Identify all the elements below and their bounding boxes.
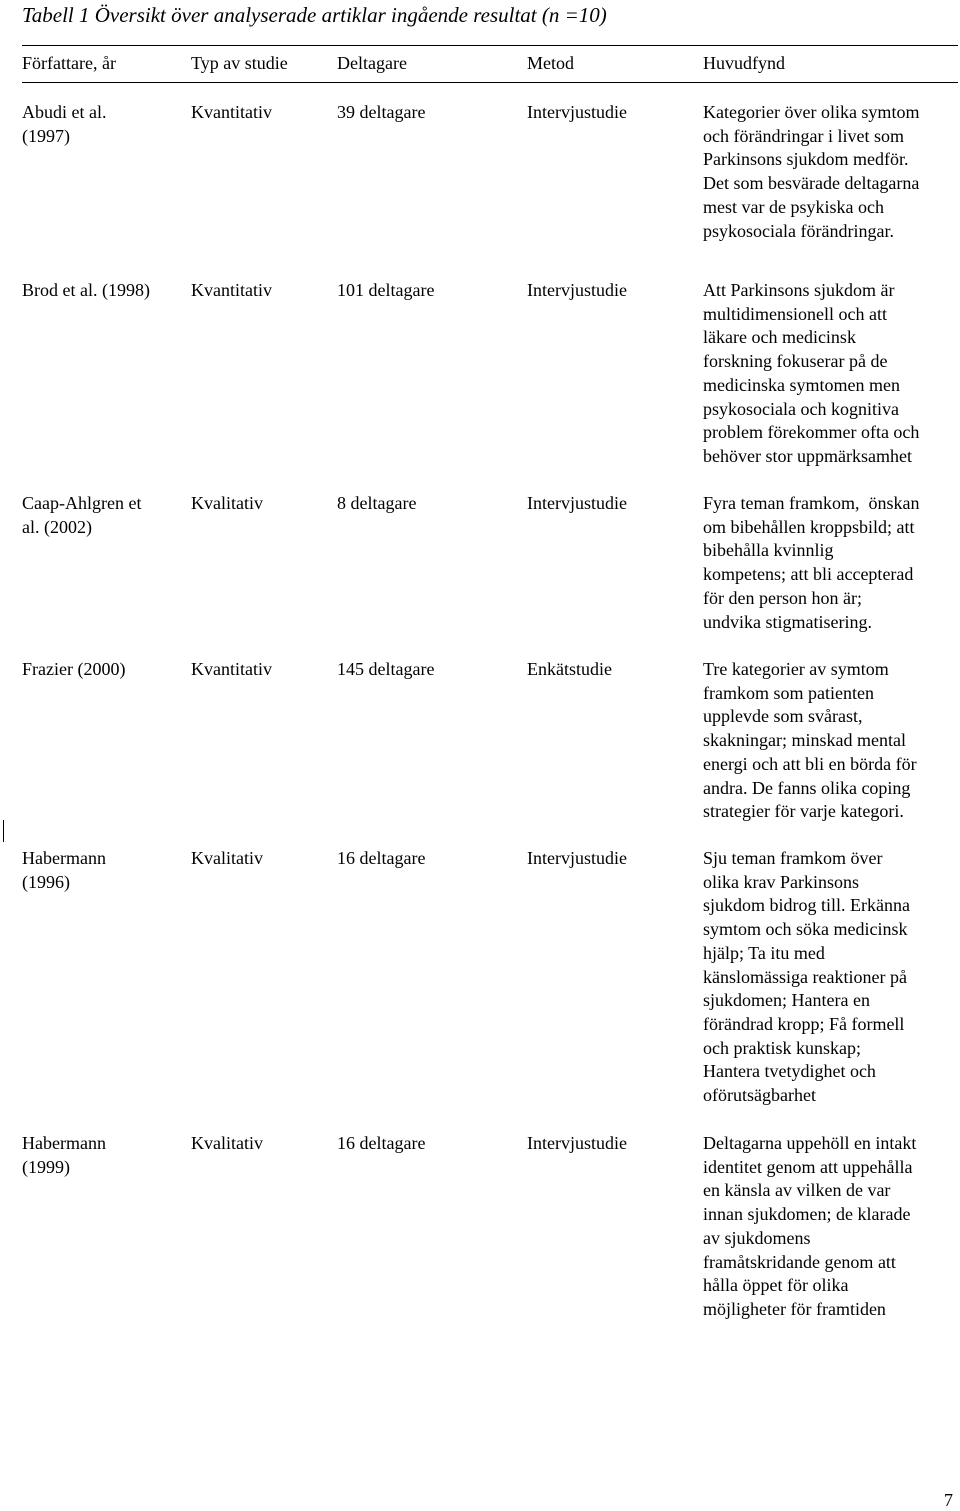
page-number: 7 <box>944 1490 953 1510</box>
findings-line: Det som besvärade deltagarna <box>703 173 920 194</box>
author-line: Habermann <box>22 848 106 868</box>
findings-cell <box>703 1132 958 1322</box>
findings-line: upplevde som svårast, <box>703 706 863 727</box>
findings-line: förändrad kropp; Få formell <box>703 1013 905 1034</box>
findings-line: möjligheter för framtiden <box>703 1298 886 1319</box>
author-cell <box>22 847 182 894</box>
study-type-cell: Kvantitativ <box>191 659 272 679</box>
findings-cell <box>703 101 958 243</box>
findings-line: problem förekommer ofta och <box>703 422 920 443</box>
author-line: al. (2002) <box>22 516 92 537</box>
findings-line: mest var de psykiska och <box>703 196 884 217</box>
revision-margin-bar <box>3 820 4 842</box>
findings-line: sjukdomen; Hantera en <box>703 990 870 1011</box>
author-cell <box>22 101 182 148</box>
table-header-rule <box>22 82 958 83</box>
findings-line: Parkinsons sjukdom medför. <box>703 149 909 170</box>
findings-line: hålla öppet för olika <box>703 1275 849 1296</box>
findings-line: framåtskridande genom att <box>703 1251 896 1272</box>
author-cell <box>22 1132 182 1179</box>
author-line: Abudi et al. <box>22 102 107 122</box>
findings-line: undvika stigmatisering. <box>703 611 872 632</box>
findings-line: Att Parkinsons sjukdom är <box>703 280 895 300</box>
findings-cell <box>703 658 958 824</box>
author-line: Habermann <box>22 1133 106 1153</box>
findings-line: Sju teman framkom över <box>703 848 883 868</box>
findings-cell <box>703 492 958 634</box>
header-study-type: Typ av studie <box>191 53 288 73</box>
author-cell <box>22 279 182 303</box>
findings-line: kompetens; att bli accepterad <box>703 564 914 585</box>
study-type-cell: Kvalitativ <box>191 1133 263 1153</box>
study-type-cell: Kvantitativ <box>191 280 272 300</box>
method-cell: Intervjustudie <box>527 280 627 300</box>
findings-line: innan sjukdomen; de klarade <box>703 1204 911 1225</box>
findings-cell <box>703 279 958 469</box>
author-line: Caap-Ahlgren et <box>22 493 142 513</box>
participants-cell: 8 deltagare <box>337 493 417 513</box>
findings-line: framkom som patienten <box>703 682 874 703</box>
method-cell: Intervjustudie <box>527 102 627 122</box>
study-type-cell: Kvalitativ <box>191 848 263 868</box>
author-line: (1999) <box>22 1156 70 1177</box>
findings-line: behöver stor uppmärksamhet <box>703 445 912 466</box>
method-cell: Enkätstudie <box>527 659 612 679</box>
findings-line: känslomässiga reaktioner på <box>703 966 907 987</box>
findings-line: och förändringar i livet som <box>703 125 904 146</box>
findings-line: bibehålla kvinnlig <box>703 540 834 561</box>
participants-cell: 145 deltagare <box>337 659 435 679</box>
findings-line: Kategorier över olika symtom <box>703 102 920 122</box>
method-cell: Intervjustudie <box>527 493 627 513</box>
findings-line: andra. De fanns olika coping <box>703 777 911 798</box>
table-top-rule <box>22 45 958 46</box>
findings-line: strategier för varje kategori. <box>703 801 904 822</box>
findings-line: läkare och medicinsk <box>703 327 856 348</box>
findings-line: av sjukdomens <box>703 1227 811 1248</box>
findings-line: psykosociala förändringar. <box>703 220 894 241</box>
study-type-cell: Kvantitativ <box>191 102 272 122</box>
header-author: Författare, år <box>22 53 116 73</box>
findings-line: oförutsägbarhet <box>703 1085 816 1106</box>
participants-cell: 101 deltagare <box>337 280 435 300</box>
findings-line: medicinska symtomen men <box>703 374 900 395</box>
header-participants: Deltagare <box>337 53 407 73</box>
author-cell <box>22 492 182 539</box>
findings-line: Tre kategorier av symtom <box>703 659 889 679</box>
findings-line: psykosociala och kognitiva <box>703 398 899 419</box>
findings-line: multidimensionell och att <box>703 303 887 324</box>
findings-line: forskning fokuserar på de <box>703 351 888 372</box>
findings-line: symtom och söka medicinsk <box>703 919 908 940</box>
table-caption: Tabell 1 Översikt över analyserade artiklar ingående resultat (n =10) <box>22 3 607 27</box>
findings-line: energi och att bli en börda för <box>703 753 917 774</box>
findings-line: och praktisk kunskap; <box>703 1037 861 1058</box>
findings-line: Fyra teman framkom, önskan <box>703 493 920 513</box>
author-line: Frazier (2000) <box>22 659 126 679</box>
findings-line: en känsla av vilken de var <box>703 1180 891 1201</box>
author-cell <box>22 658 182 682</box>
findings-cell <box>703 847 958 1108</box>
findings-line: om bibehållen kroppsbild; att <box>703 516 915 537</box>
author-line: (1997) <box>22 125 70 146</box>
findings-line: skakningar; minskad mental <box>703 730 906 751</box>
author-line: (1996) <box>22 871 70 892</box>
header-findings: Huvudfynd <box>703 53 785 73</box>
header-method: Metod <box>527 53 574 73</box>
findings-line: Deltagarna uppehöll en intakt <box>703 1133 917 1153</box>
method-cell: Intervjustudie <box>527 1133 627 1153</box>
participants-cell: 16 deltagare <box>337 1133 426 1153</box>
author-line: Brod et al. (1998) <box>22 280 150 300</box>
participants-cell: 16 deltagare <box>337 848 426 868</box>
findings-line: för den person hon är; <box>703 587 862 608</box>
findings-line: olika krav Parkinsons <box>703 871 859 892</box>
participants-cell: 39 deltagare <box>337 102 426 122</box>
findings-line: hjälp; Ta itu med <box>703 942 825 963</box>
study-type-cell: Kvalitativ <box>191 493 263 513</box>
findings-line: Hantera tvetydighet och <box>703 1061 876 1082</box>
method-cell: Intervjustudie <box>527 848 627 868</box>
findings-line: sjukdom bidrog till. Erkänna <box>703 895 910 916</box>
findings-line: identitet genom att uppehålla <box>703 1156 913 1177</box>
